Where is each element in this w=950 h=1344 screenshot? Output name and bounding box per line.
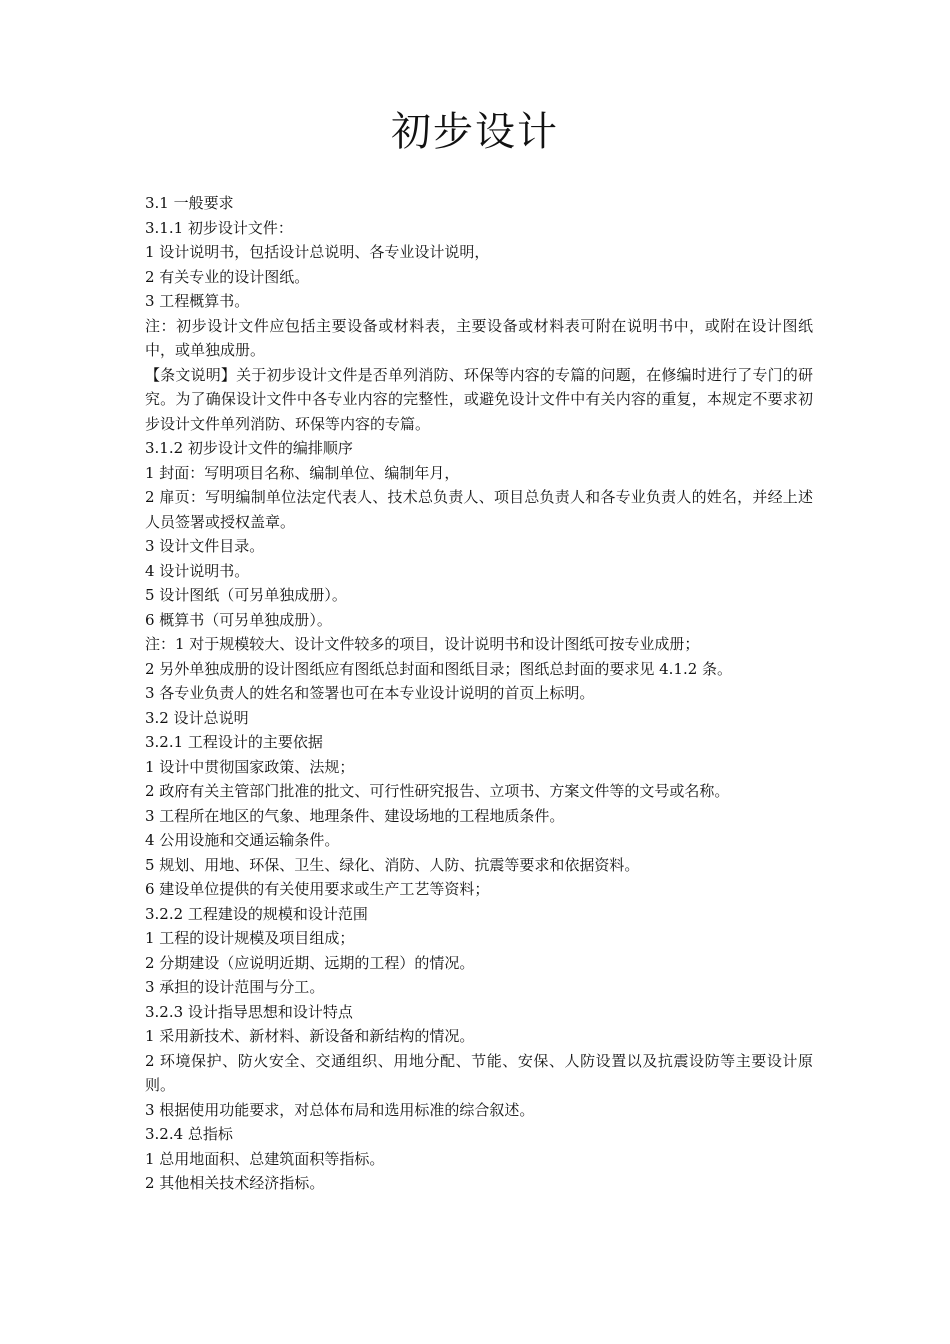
paragraph: 3.2.2 工程建设的规模和设计范围 [145, 904, 368, 923]
paragraph: 注：1 对于规模较大、设计文件较多的项目，设计说明书和设计图纸可按专业成册； [145, 635, 700, 653]
paragraph: 2 另外单独成册的设计图纸应有图纸总封面和图纸目录；图纸总封面的要求见 4.1.2 条。 [145, 659, 733, 678]
paragraph: 3.1.2 初步设计文件的编排顺序 [145, 439, 353, 457]
paragraph: 3 承担的设计范围与分工。 [145, 978, 325, 996]
paragraph: 3.2.4 总指标 [145, 1125, 233, 1143]
paragraph: 3.2 设计总说明 [145, 708, 249, 727]
paragraph: 1 工程的设计规模及项目组成； [145, 929, 355, 947]
paragraph: 3 各专业负责人的姓名和签署也可在本专业设计说明的首页上标明。 [145, 684, 595, 702]
paragraph: 5 规划、用地、环保、卫生、绿化、消防、人防、抗震等要求和依据资料。 [145, 855, 640, 874]
document-title: 初步设计 [391, 109, 559, 155]
paragraph: 2 分期建设（应说明近期、远期的工程）的情况。 [145, 953, 475, 972]
paragraph: 3 根据使用功能要求，对总体布局和选用标准的综合叙述。 [145, 1100, 535, 1119]
paragraph: 注：初步设计文件应包括主要设备或材料表，主要设备或材料表可附在说明书中，或附在设计图纸中，或单独成册。 [145, 316, 813, 359]
paragraph: 3.2.3 设计指导思想和设计特点 [145, 1002, 353, 1021]
paragraph: 3 设计文件目录。 [145, 537, 265, 555]
paragraph: 3.1 一般要求 [145, 194, 234, 212]
paragraph: 1 设计说明书，包括设计总说明、各专业设计说明， [145, 243, 490, 261]
paragraph: 2 政府有关主管部门批准的批文、可行性研究报告、立项书、方案文件等的文号或名称。 [145, 782, 730, 800]
document-body [145, 191, 813, 1196]
paragraph: 2 环境保护、防火安全、交通组织、用地分配、节能、安保、人防设置以及抗震设防等主要设计原则。 [145, 1051, 813, 1094]
paragraph: 2 扉页：写明编制单位法定代表人、技术总负责人、项目总负责人和各专业负责人的姓名，并经上述人员签署或授权盖章。 [145, 488, 813, 531]
paragraph: 1 采用新技术、新材料、新设备和新结构的情况。 [145, 1027, 475, 1045]
paragraph: 4 公用设施和交通运输条件。 [145, 831, 340, 849]
paragraph: 【条文说明】关于初步设计文件是否单列消防、环保等内容的专篇的问题，在修编时进行了专门的研究。为了确保设计文件中各专业内容的完整性，或避免设计文件中有关内容的重复，本规定不要求初步设计文件单列消防、环保等内容的专篇。 [145, 365, 813, 433]
paragraph: 2 其他相关技术经济指标。 [145, 1174, 325, 1192]
paragraph: 6 建设单位提供的有关使用要求或生产工艺等资料； [145, 880, 490, 898]
paragraph: 5 设计图纸（可另单独成册）。 [145, 586, 347, 604]
paragraph: 1 封面：写明项目名称、编制单位、编制年月， [145, 463, 460, 482]
paragraph: 3 工程所在地区的气象、地理条件、建设场地的工程地质条件。 [145, 806, 565, 825]
paragraph: 4 设计说明书。 [145, 561, 250, 580]
paragraph: 3.1.1 初步设计文件： [145, 218, 293, 237]
paragraph: 1 总用地面积、总建筑面积等指标。 [145, 1149, 385, 1168]
paragraph: 3 工程概算书。 [145, 292, 250, 310]
paragraph: 1 设计中贯彻国家政策、法规； [145, 757, 355, 776]
paragraph: 6 概算书（可另单独成册）。 [145, 610, 332, 629]
paragraph: 3.2.1 工程设计的主要依据 [145, 733, 323, 751]
paragraph: 2 有关专业的设计图纸。 [145, 267, 310, 286]
